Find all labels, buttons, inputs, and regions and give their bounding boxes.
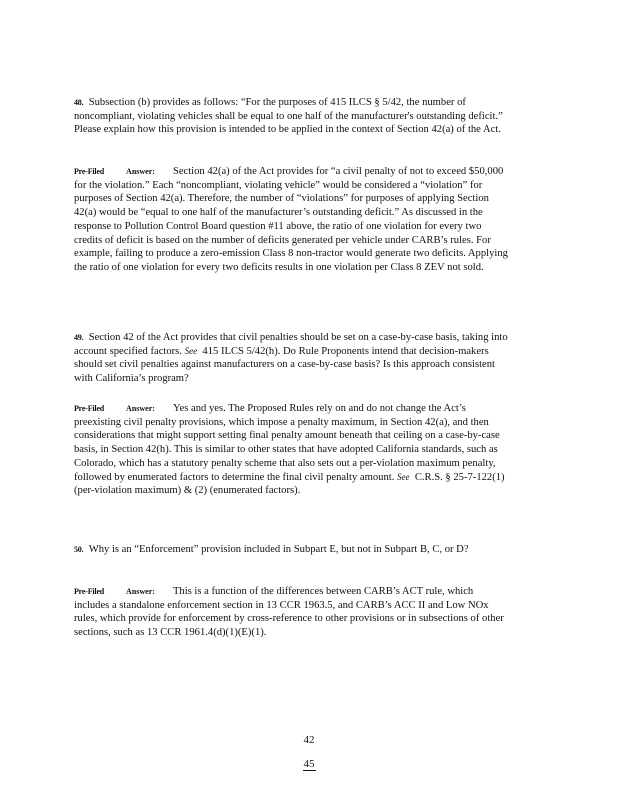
- prefiled-tag: Pre-Filed: [74, 587, 105, 596]
- answer-49: [74, 402, 510, 498]
- question-text: Subsection (b) provides as follows: “For the purposes of 415 ILCS § 5/42, the number of noncompliant, violating vehicles shall be equal to one half of the manufacturer's outstanding deficit.” Please explain how this provision is intended to be applied in the context of Section 42(a) of the Act.: [74, 97, 503, 136]
- see-signal: See: [184, 345, 198, 356]
- question-text-cont: 415 ILCS 5/42(h). Do Rule Proponents intend that decision-makers should set civil penalties against manufacturers on a case-by-case basis? Is this approach consistent with California’s program?: [74, 345, 495, 385]
- answer-text: Yes and yes. The Proposed Rules rely on and do not change the Act’s preexisting civil penalty provisions, which impose a penalty maximum, in Section 42(a), and then considerations that might support setting final penalty amount beneath that ceiling on a case-by-case basis, in Section 42(h). This is similar to other states that have adopted California standards, such as Colorado, which has a statutory penalty scheme that also sets out a per-violation maximum penalty, followed by enumerated factors to determine the final civil penalty amount.: [74, 403, 500, 483]
- answer-label: Answer:: [126, 167, 155, 176]
- page-number-underlined-text: 45: [303, 758, 315, 770]
- question-text: Section 42 of the Act provides that civil penalties should be set on a case-by-case basis, taking into account specified factors.: [74, 332, 508, 357]
- question-50: [74, 543, 510, 557]
- question-text: Why is an “Enforcement” provision included in Subpart E, but not in Subpart B, C, or D?: [88, 544, 469, 555]
- page-number-underlined: [0, 758, 618, 770]
- answer-text-cont: C.R.S. § 25-7-122(1) (per-violation maximum) & (2) (enumerated factors).: [74, 471, 505, 497]
- prefiled-tag: Pre-Filed: [74, 167, 105, 176]
- question-48: [74, 96, 510, 137]
- see-signal: See: [397, 471, 410, 482]
- answer-text: Section 42(a) of the Act provides for “a civil penalty of not to exceed $50,000 for the violation.” Each “noncompliant, violating vehicle” would be considered a “violation” for purposes of Section 42(a). Therefore, the number of “violations” for purposes of applying Section 42(a) would be “equal to one half of the manufacturer’s outstanding deficit.” As discussed in the response to Pollution Control Board question #11 above, the ratio of one violation for every two credits of deficit is based on the number of deficits generated per vehicle under CARB’s rules. For example, failing to produce a zero-emission Class 8 non-tractor would generate two deficits. Applying the ratio of one violation for every two deficits results in one violation per Class 8 ZEV not sold.: [74, 166, 508, 273]
- question-number: 50.: [74, 545, 84, 554]
- answer-label: Answer:: [126, 404, 155, 413]
- answer-label: Answer:: [126, 587, 155, 596]
- question-49: [74, 331, 510, 386]
- question-number: 48.: [74, 98, 84, 107]
- answer-48: [74, 165, 510, 275]
- answer-text: This is a function of the differences between CARB’s ACT rule, which includes a standalone enforcement section in 13 CCR 1963.5, and CARB’s ACC II and Low NOx rules, which provide for enforcement by cross-reference to other provisions or in subsections of other sections, such as 13 CCR 1961.4(d)(1)(E)(1).: [74, 586, 504, 639]
- question-number: 49.: [74, 333, 84, 342]
- page-number: 42: [303, 734, 315, 746]
- answer-50: [74, 585, 510, 640]
- prefiled-tag: Pre-Filed: [74, 404, 105, 413]
